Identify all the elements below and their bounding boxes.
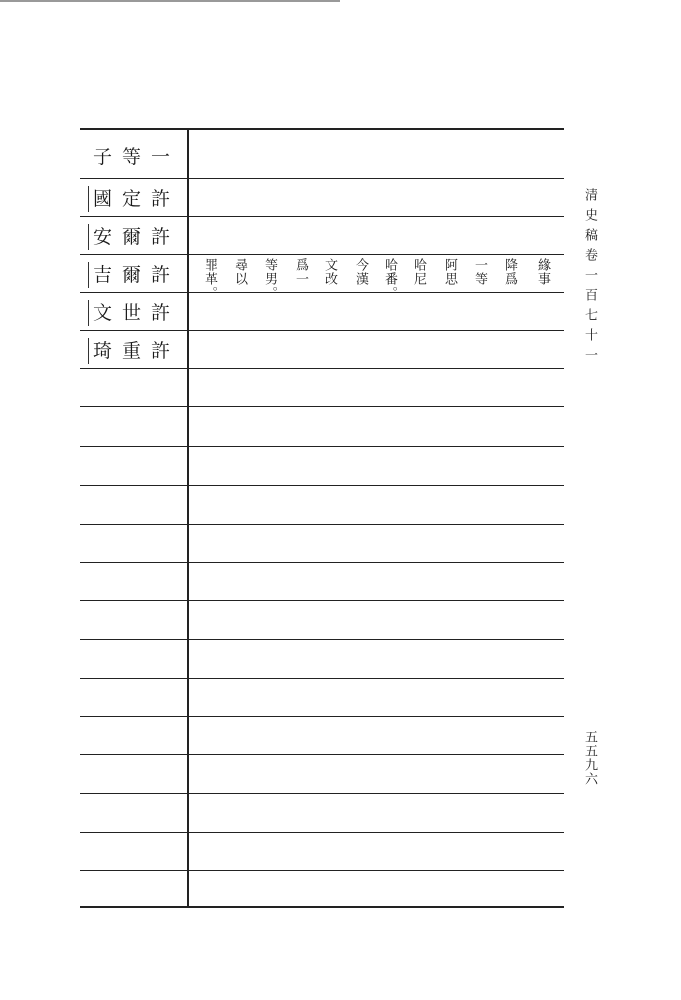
note-column-6: 今漢 [353, 258, 368, 286]
row-divider [80, 368, 564, 369]
note-column-10: 尋以 [232, 258, 247, 286]
row-name-3: 吉爾許 [92, 264, 180, 286]
row-name-2: 安爾許 [92, 226, 180, 248]
row-name-5: 琦重許 [92, 340, 180, 362]
page-number: 五五九六 [582, 730, 597, 786]
note-column-4: 哈尼 [411, 258, 426, 286]
note-column-3: 阿思 [442, 258, 457, 286]
note-column-9: 等男。 [262, 258, 277, 300]
column-divider [187, 128, 189, 908]
row-divider [80, 446, 564, 447]
row-divider [80, 485, 564, 486]
margin-book-title: 清史稿卷一百七十一 [582, 188, 597, 368]
row-divider [80, 716, 564, 717]
note-column-7: 文改 [322, 258, 337, 286]
table-bottom-rule [80, 906, 564, 908]
row-divider [80, 524, 564, 525]
note-column-8: 爲一 [293, 258, 308, 286]
note-column-0: 緣事 [535, 258, 550, 286]
note-column-1: 降爲 [502, 258, 517, 286]
row-divider [80, 406, 564, 407]
row-divider [80, 639, 564, 640]
row-divider [80, 678, 564, 679]
row-name-4: 文世許 [92, 302, 180, 324]
row-name-0: 子等一 [92, 145, 180, 168]
table-top-rule [80, 128, 564, 130]
row-divider [80, 793, 564, 794]
note-column-5: 哈番。 [382, 258, 397, 300]
row-divider [80, 832, 564, 833]
row-divider [80, 562, 564, 563]
note-column-11: 罪革。 [202, 258, 217, 300]
row-divider [80, 754, 564, 755]
row-divider [80, 870, 564, 871]
genealogy-table [80, 128, 564, 908]
note-column-2: 一等 [472, 258, 487, 286]
row-name-1: 國定許 [92, 188, 180, 210]
row-divider [80, 600, 564, 601]
top-edge-rule [0, 0, 340, 2]
